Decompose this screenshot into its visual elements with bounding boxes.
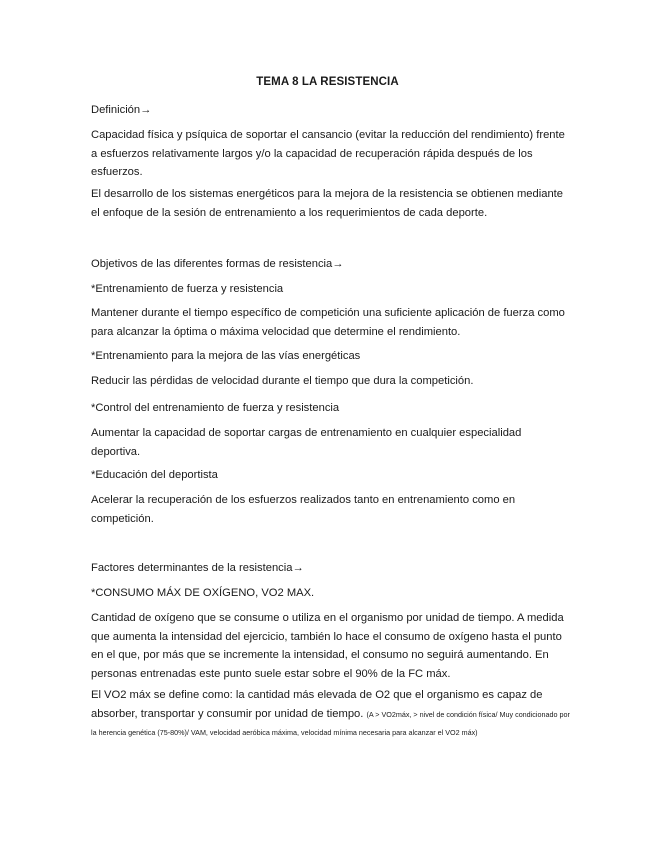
factor-heading-vo2: *CONSUMO MÁX DE OXÍGENO, VO2 MAX. <box>91 587 315 599</box>
objective-text-4: Acelerar la recuperación de los esfuerzos realizados tanto en entrenamiento como en competición. <box>91 494 516 525</box>
objective-heading-3: *Control del entrenamiento de fuerza y resistencia <box>91 402 340 414</box>
objective-text-1: Mantener durante el tiempo específico de competición una suficiente aplicación de fuerza como para alcanzar la óptima o máxima velocidad que determine el rendimiento. <box>91 307 565 338</box>
objective-heading-1: *Entrenamiento de fuerza y resistencia <box>91 283 284 295</box>
factors-heading: Factores determinantes de la resistencia→ <box>91 562 304 574</box>
objective-text-2: Reducir las pérdidas de velocidad durante el tiempo que dura la competición. <box>91 375 474 387</box>
vo2-definition-paragraph <box>91 686 571 742</box>
definition-heading: Definición→ <box>91 104 152 116</box>
vo2-note: (A > VO2máx, > nivel de condición física/ Muy condicionado por la herencia genética (75-80%)/ VAM, velocidad aeróbica máxima, velocidad mínima necesaria para alcanzar el VO2 máx) <box>91 709 570 737</box>
objective-text-3: Aumentar la capacidad de soportar cargas de entrenamiento en cualquier especialidad deportiva. <box>91 427 522 458</box>
development-text: El desarrollo de los sistemas energéticos para la mejora de la resistencia se obtienen mediante el enfoque de la sesión de entrenamiento a los requerimientos de cada deporte. <box>91 188 563 219</box>
objective-heading-4: *Educación del deportista <box>91 469 218 481</box>
factor-text-vo2: Cantidad de oxígeno que se consume o utiliza en el organismo por unidad de tiempo. A medida que aumenta la intensidad del ejercicio, también lo hace el consumo de oxígeno hasta el punto en el que, por más que se incremente la intensidad, el consumo no seguirá aumentando. En personas entrenadas este punto suele estar sobre el 90% de la FC máx. <box>91 612 564 680</box>
objectives-heading: Objetivos de las diferentes formas de resistencia→ <box>91 258 344 270</box>
definition-text: Capacidad física y psíquica de soportar el cansancio (evitar la reducción del rendimiento) frente a esfuerzos relativamente largos y/o la capacidad de recuperación rápida después de los esfuerzos. <box>91 129 565 178</box>
vo2-definition-text: El VO2 máx se define como: la cantidad más elevada de O2 que el organismo es capaz de absorber, transportar y consumir por unidad de tiempo. <box>91 689 543 720</box>
page-title: TEMA 8 LA RESISTENCIA <box>256 76 399 88</box>
objective-heading-2: *Entrenamiento para la mejora de las vías energéticas <box>91 350 361 362</box>
